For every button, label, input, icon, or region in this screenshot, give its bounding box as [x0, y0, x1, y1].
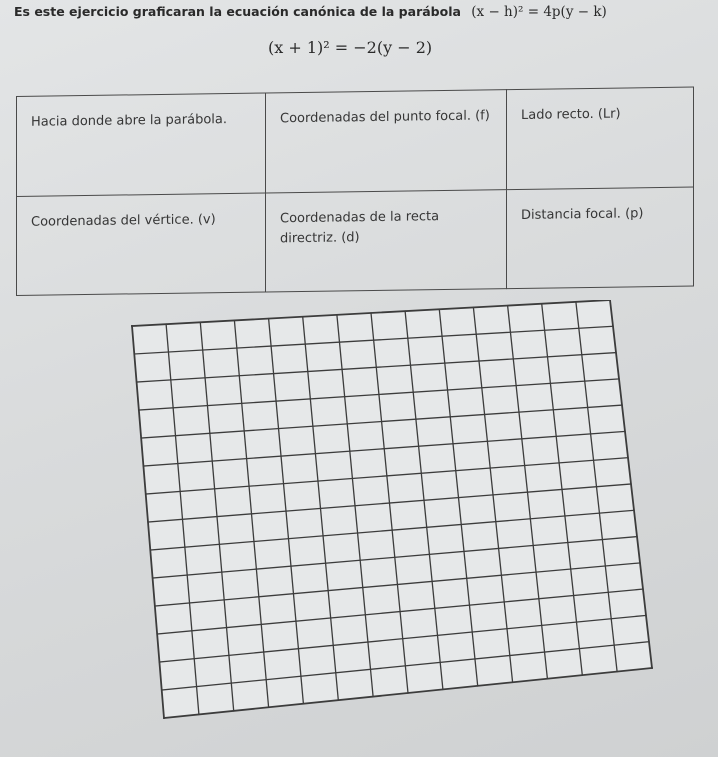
grid-background — [132, 300, 652, 718]
cell-directrix-coordinates[interactable] — [266, 189, 507, 292]
parabola-info-table — [16, 87, 694, 296]
cell-label: Hacia donde abre la parábola. — [31, 112, 227, 130]
cell-label: Lado recto. (Lr) — [521, 106, 621, 123]
grid-paper — [128, 300, 658, 720]
cell-opening-direction[interactable] — [17, 93, 266, 196]
graph-grid[interactable] — [128, 300, 658, 720]
cell-label: Coordenadas del vértice. (v) — [31, 211, 216, 230]
cell-focus-coordinates[interactable] — [266, 90, 507, 193]
cell-latus-rectum[interactable] — [507, 87, 694, 189]
cell-vertex-coordinates[interactable] — [17, 193, 266, 296]
cell-label: Distancia focal. (p) — [521, 205, 644, 223]
general-formula: (x − h)² = 4p(y − k) — [471, 4, 607, 20]
cell-focal-distance[interactable] — [507, 187, 694, 289]
instruction-text: Es este ejercicio graficaran la ecuación canónica de la parábola — [14, 4, 461, 19]
instruction-line — [14, 4, 607, 20]
cell-label: Coordenadas de la recta directriz. (d) — [280, 208, 440, 246]
parabola-equation: (x + 1)² = −2(y − 2) — [268, 38, 433, 57]
table-row — [17, 87, 694, 196]
cell-label: Coordenadas del punto focal. (f) — [280, 108, 490, 127]
table-row — [17, 187, 694, 296]
